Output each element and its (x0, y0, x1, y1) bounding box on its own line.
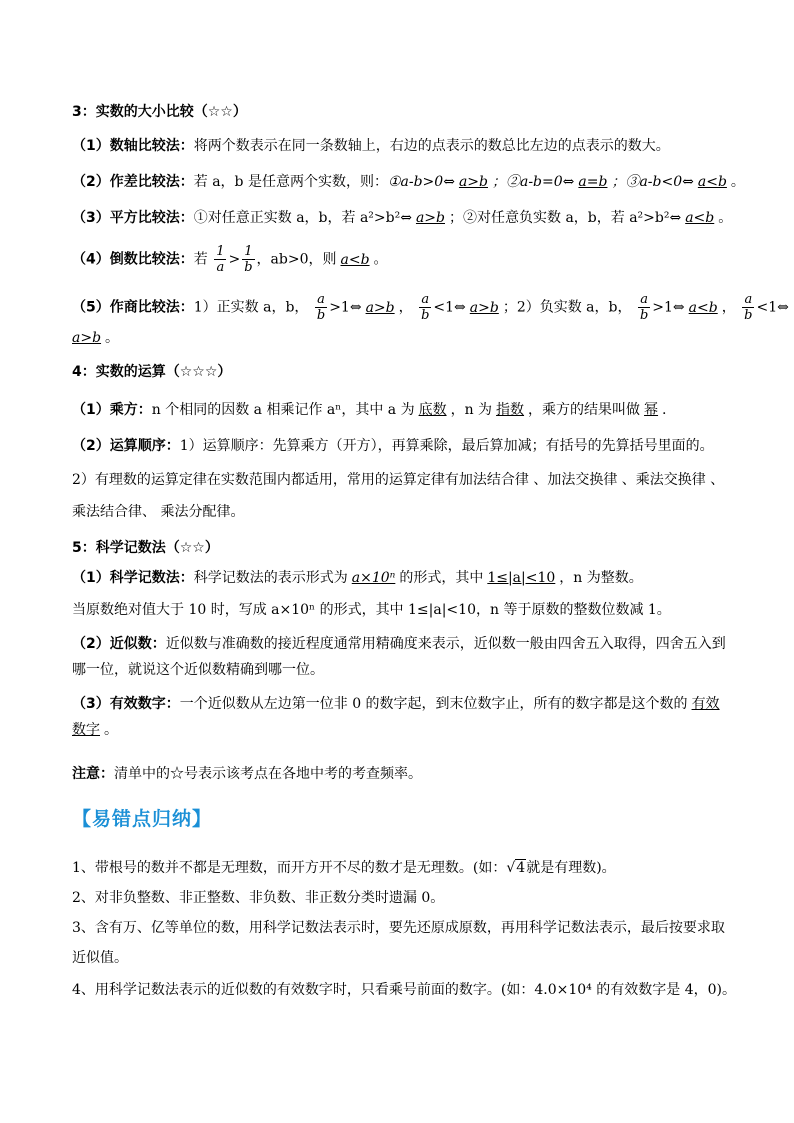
answer-blank: a>b (72, 330, 102, 346)
label-order: （2）运算顺序： (72, 438, 180, 454)
condition: ；②a-b=0⇔ (491, 174, 575, 190)
answer-blank: a>b (365, 299, 395, 316)
fraction (242, 244, 254, 275)
label-note: 注意： (72, 766, 114, 782)
text: 。 (730, 174, 745, 190)
error-item-4: 4、用科学记数法表示的近似数的有效数字时，只看乘号前面的数字。(如：4.0×10⁴ 的有效数字是 4，0)。 (72, 982, 736, 998)
text: ①对任意正实数 a，b，若 a²>b²⇔ (193, 210, 412, 226)
label-number-line: （1）数轴比较法： (72, 138, 194, 154)
text: ，n 为整数。 (559, 570, 643, 586)
answer-blank: 有效 (691, 696, 720, 712)
note (72, 764, 422, 784)
text: 科学记数法的表示形式为 (193, 570, 348, 586)
condition: >1⇔ (652, 299, 685, 316)
condition: ①a-b>0⇔ (387, 174, 455, 190)
compare-quotient-cont (72, 328, 119, 348)
compare-quotient (72, 292, 789, 323)
error-points-heading: 【易错点归纳】 (72, 808, 213, 830)
label-reciprocal: （4）倒数比较法： (72, 251, 194, 268)
fraction (742, 292, 754, 323)
text: ， (721, 299, 736, 316)
answer-blank: a<b (688, 299, 718, 316)
fraction (419, 292, 431, 323)
error-item-3-cont: 近似值。 (72, 950, 128, 966)
error-item-1 (72, 858, 616, 878)
numerator: a (744, 292, 753, 307)
approx-number-cont: 哪一位，就说这个近似数精确到哪一位。 (72, 662, 324, 678)
answer-blank: a<b (685, 210, 715, 226)
sqrt-icon: √4 (506, 860, 526, 876)
fraction (315, 292, 327, 323)
text: . (662, 402, 667, 418)
text: ；2）负实数 a，b， (502, 299, 632, 316)
condition: <1⇔ (756, 299, 789, 316)
symbol: > (228, 251, 241, 268)
numerator: a (640, 292, 648, 307)
compare-number-line (72, 136, 670, 156)
text: 。 (718, 210, 733, 226)
text: ，乘方的结果叫做 (528, 402, 641, 418)
label-power: （1）乘方： (72, 402, 152, 418)
numerator: a (421, 292, 430, 307)
sci-notation-rule: 当原数绝对值大于 10 时，写成 a×10ⁿ 的形式，其中 1≤|a|<10，n 等于原数的整数位数减 1。 (72, 602, 671, 618)
condition: <1⇔ (433, 299, 466, 316)
error-item-3: 3、含有万、亿等单位的数，用科学记数法表示时，要先还原成原数，再用科学记数法表示，最后按要求取 (72, 920, 725, 936)
text: 若 (193, 251, 208, 268)
text: ；②对任意负实数 a，b，若 a²>b²⇔ (449, 210, 682, 226)
text: n 个相同的因数 a 相乘记作 aⁿ，其中 a 为 (151, 402, 415, 418)
text: 1）正实数 a，b， (193, 299, 309, 316)
answer-blank: a>b (458, 174, 488, 190)
text: 若 a，b 是任意两个实数，则： (193, 174, 388, 190)
label-significant: （3）有效数字： (72, 696, 180, 712)
label-quotient: （5）作商比较法： (72, 299, 194, 316)
answer-blank: 数字 (72, 722, 100, 738)
condition: >1⇔ (329, 299, 362, 316)
text: ，n 为 (450, 402, 493, 418)
answer-blank: 指数 (496, 402, 525, 418)
answer-blank: a<b (697, 174, 727, 190)
answer-blank: 1≤|a|<10 (487, 570, 556, 586)
text: 清单中的☆号表示该考点在各地中考的考查频率。 (114, 766, 422, 782)
denominator: b (244, 260, 253, 275)
answer-blank: a>b (469, 299, 499, 316)
error-item-2: 2、对非负整数、非正整数、非负数、非正数分类时遗漏 0。 (72, 890, 445, 906)
text: 近似数与准确数的接近程度通常用精确度来表示，近似数一般由四舍五入取得，四舍五入到 (165, 636, 726, 652)
text: 。 (373, 251, 388, 268)
text: ，ab>0，则 (256, 251, 337, 268)
compare-square (72, 208, 732, 228)
fraction (214, 244, 226, 275)
text: 就是有理数)。 (526, 860, 616, 876)
compare-difference (72, 172, 745, 192)
label-sci: （1）科学记数法： (72, 570, 194, 586)
text: 的形式，其中 (399, 570, 484, 586)
sci-notation-def (72, 568, 643, 588)
text: ， (398, 299, 413, 316)
denominator: b (421, 308, 430, 323)
answer-blank: 幂 (644, 402, 659, 418)
power-def (72, 400, 667, 420)
denominator: b (744, 308, 753, 323)
condition: ；③a-b<0⇔ (611, 174, 694, 190)
denominator: b (639, 308, 649, 323)
significant-digits (72, 694, 724, 714)
operation-order (72, 436, 714, 456)
denominator: a (216, 260, 225, 275)
section-3-title: 3：实数的大小比较（☆☆） (72, 104, 247, 120)
numerator: 1 (244, 244, 253, 259)
text: 1、带根号的数并不都是无理数，而开方开不尽的数才是无理数。(如： (72, 860, 507, 876)
numerator: 1 (216, 244, 225, 259)
text: 1）运算顺序：先算乘方（开方），再算乘除，最后算加减；有括号的先算括号里面的。 (179, 438, 714, 454)
section-5-title: 5：科学记数法（☆☆） (72, 540, 219, 556)
fraction (638, 292, 650, 323)
compare-reciprocal (72, 244, 388, 275)
answer-blank: a<b (340, 251, 370, 268)
radicand: 4 (516, 860, 526, 876)
answer-blank: 底数 (418, 402, 447, 418)
label-difference: （2）作差比较法： (72, 174, 194, 190)
operation-laws-cont: 乘法结合律、 乘法分配律。 (72, 504, 245, 520)
operation-laws: 2）有理数的运算定律在实数范围内都适用，常用的运算定律有加法结合律 、加法交换律 、乘法交换律 、 (72, 472, 725, 488)
label-approx: （2）近似数： (72, 636, 166, 652)
label-square: （3）平方比较法： (72, 210, 194, 226)
text: 。 (104, 722, 118, 738)
numerator: a (317, 292, 325, 307)
text-number-line: 将两个数表示在同一条数轴上，右边的点表示的数总比左边的点表示的数大。 (193, 138, 670, 154)
text: 。 (105, 330, 120, 346)
answer-blank: a>b (415, 210, 445, 226)
answer-blank: a=b (578, 174, 608, 190)
section-4-title: 4：实数的运算（☆☆☆） (72, 364, 232, 380)
significant-digits-cont (72, 720, 118, 740)
text: 一个近似数从左边第一位非 0 的数字起，到末位数字止，所有的数字都是这个数的 (179, 696, 688, 712)
denominator: b (316, 308, 326, 323)
answer-blank: a×10ⁿ (351, 570, 396, 586)
approx-number (72, 634, 726, 654)
